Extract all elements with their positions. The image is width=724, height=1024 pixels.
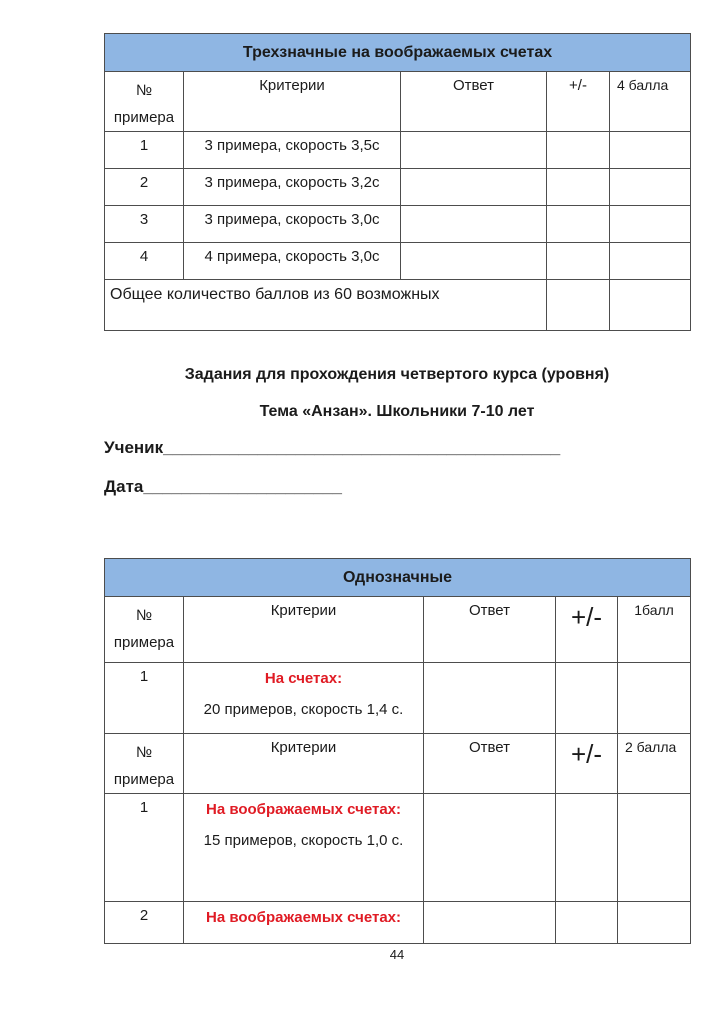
table1-header-criteria: Критерии: [184, 72, 401, 132]
row-answer-cell: [424, 663, 556, 734]
section-heading-course: Задания для прохождения четвертого курса (уровня): [184, 366, 610, 383]
table1-header-num: [105, 72, 184, 132]
table2-s1-header-num: [105, 597, 184, 663]
table1-header-points: 4 балла: [610, 72, 691, 132]
row-criteria: 3 примера, скорость 3,0с: [184, 206, 401, 243]
page-number: 44: [389, 947, 405, 962]
criteria-title: На воображаемых счетах:: [205, 801, 401, 818]
table2-s2-header-criteria: Критерии: [184, 734, 424, 794]
table2-s1-header-plusminus: +/-: [556, 597, 618, 663]
criteria-title: На счетах:: [264, 670, 343, 687]
row-answer-cell: [401, 206, 547, 243]
table2-s2-header-points: 2 балла: [618, 734, 691, 794]
table2-s1-header-answer: Ответ: [424, 597, 556, 663]
row-plusminus-cell: [556, 663, 618, 734]
table2-s2-header-num-line1: №: [135, 744, 153, 761]
row-criteria: [184, 902, 424, 944]
row-criteria: [184, 794, 424, 902]
row-criteria: 3 примера, скорость 3,5с: [184, 132, 401, 169]
table1-header-answer: Ответ: [401, 72, 547, 132]
criteria-detail: 15 примеров, скорость 1,0 с.: [203, 832, 404, 849]
date-blank-line: _____________________: [143, 477, 342, 496]
table1-header-plusminus: +/-: [547, 72, 610, 132]
row-answer-cell: [424, 794, 556, 902]
row-points-cell: [618, 902, 691, 944]
date-line: [104, 477, 690, 497]
row-number: 2: [105, 169, 184, 206]
table2-s1-header-points: 1балл: [618, 597, 691, 663]
table-row: [105, 132, 691, 169]
row-number: 4: [105, 243, 184, 280]
row-plusminus-cell: [547, 206, 610, 243]
criteria-detail: 20 примеров, скорость 1,4 с.: [203, 701, 404, 718]
row-points-cell: [610, 206, 691, 243]
table1-header-num-line2: примера: [113, 109, 175, 126]
student-blank-line: __________________________________________: [163, 438, 561, 457]
table-single-digit: [104, 558, 691, 944]
row-answer-cell: [401, 169, 547, 206]
row-points-cell: [610, 169, 691, 206]
section-heading-topic: Тема «Анзан». Школьники 7-10 лет: [259, 403, 535, 420]
row-criteria: 3 примера, скорость 3,2с: [184, 169, 401, 206]
table-footer-row: [105, 280, 691, 331]
row-answer-cell: [424, 902, 556, 944]
row-criteria: [184, 663, 424, 734]
row-plusminus-cell: [556, 902, 618, 944]
row-plusminus-cell: [547, 132, 610, 169]
row-answer-cell: [401, 243, 547, 280]
row-points-cell: [610, 243, 691, 280]
total-score-label: Общее количество баллов из 60 возможных: [105, 280, 547, 331]
table1-title: Трехзначные на воображаемых счетах: [105, 34, 691, 72]
row-criteria: 4 примера, скорость 3,0с: [184, 243, 401, 280]
table2-s2-header-num-line2: примера: [113, 771, 175, 788]
student-name-line: [104, 438, 690, 458]
table-row: [105, 169, 691, 206]
table-row: [105, 794, 691, 902]
row-number: 2: [105, 902, 184, 944]
row-points-cell: [618, 663, 691, 734]
row-number: 1: [105, 794, 184, 902]
table-three-digit: [104, 33, 691, 331]
table2-s2-header-answer: Ответ: [424, 734, 556, 794]
table-row: [105, 902, 691, 944]
table2-s1-header-num-line2: примера: [113, 634, 175, 651]
table-row: [105, 243, 691, 280]
table2-title: Однозначные: [105, 559, 691, 597]
row-points-cell: [610, 132, 691, 169]
footer-points-cell: [610, 280, 691, 331]
student-label: Ученик: [104, 438, 164, 457]
row-plusminus-cell: [556, 794, 618, 902]
row-answer-cell: [401, 132, 547, 169]
table2-s1-header-criteria: Критерии: [184, 597, 424, 663]
table2-s2-header-num: [105, 734, 184, 794]
table1-header-num-line1: №: [135, 82, 153, 99]
table-row: [105, 663, 691, 734]
row-number: 1: [105, 663, 184, 734]
row-points-cell: [618, 794, 691, 902]
row-number: 1: [105, 132, 184, 169]
table-row: [105, 206, 691, 243]
row-plusminus-cell: [547, 243, 610, 280]
row-number: 3: [105, 206, 184, 243]
table2-s2-header-plusminus: +/-: [556, 734, 618, 794]
criteria-title: На воображаемых счетах:: [205, 909, 401, 926]
table2-s1-header-num-line1: №: [135, 607, 153, 624]
date-label: Дата: [104, 477, 144, 496]
footer-plusminus-cell: [547, 280, 610, 331]
row-plusminus-cell: [547, 169, 610, 206]
